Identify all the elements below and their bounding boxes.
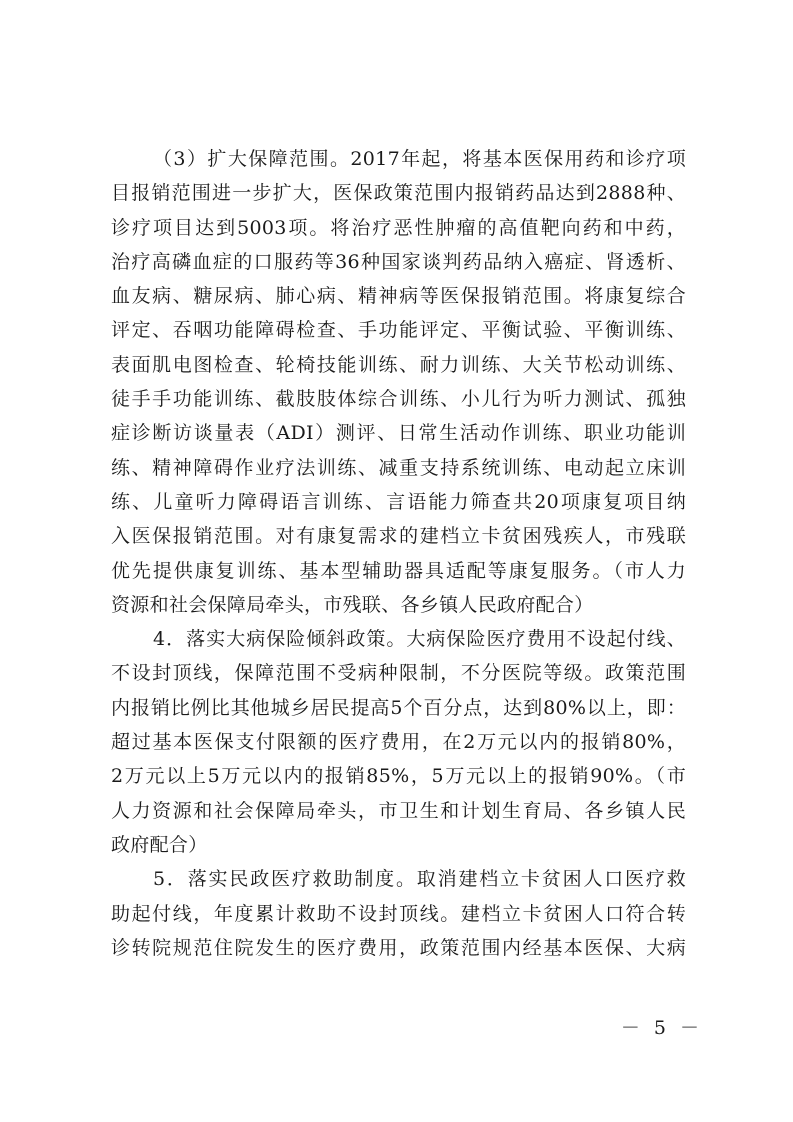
paragraph-3-line: 诊疗项目达到5003项。将治疗恶性肿瘤的高值靶向药和中药， (111, 216, 686, 239)
paragraph-4-line: 政府配合） (111, 833, 208, 856)
paragraph-4-line: 不设封顶线，保障范围不受病种限制，不分医院等级。政策范围 (111, 662, 686, 685)
paragraph-5-line: 5．落实民政医疗救助制度。取消建档立卡贫困人口医疗救 (153, 868, 686, 891)
paragraph-3-line: 治疗高磷血症的口服药等36种国家谈判药品纳入癌症、肾透析、 (111, 250, 686, 273)
paragraph-4-line: 2万元以上5万元以内的报销85%，5万元以上的报销90%。（市 (111, 765, 686, 788)
paragraph-4-line: 内报销比例比其他城乡居民提高5个百分点，达到80%以上，即： (111, 696, 686, 719)
document-body (111, 142, 686, 965)
paragraph-3-line: 练、精神障碍作业疗法训练、减重支持系统训练、电动起立床训 (111, 456, 686, 479)
paragraph-3-line: 血友病、糖尿病、肺心病、精神病等医保报销范围。将康复综合 (111, 285, 686, 308)
paragraph-4-line: 超过基本医保支付限额的医疗费用，在2万元以内的报销80%， (111, 731, 686, 754)
paragraph-3-line: 资源和社会保障局牵头，市残联、各乡镇人民政府配合） (111, 593, 594, 616)
paragraph-3-line: 入医保报销范围。对有康复需求的建档立卡贫困残疾人，市残联 (111, 525, 686, 548)
paragraph-3-line: 徒手手功能训练、截肢肢体综合训练、小儿行为听力测试、孤独 (111, 388, 686, 411)
paragraph-3-line: 症诊断访谈量表（ADI）测评、日常生活动作训练、职业功能训 (111, 422, 686, 445)
paragraph-3-line: （3）扩大保障范围。2017年起，将基本医保用药和诊疗项 (153, 148, 686, 170)
page-number: － 5 － (620, 1017, 703, 1039)
paragraph-3-line: 表面肌电图检查、轮椅技能训练、耐力训练、大关节松动训练、 (111, 353, 686, 376)
paragraph-3-line: 优先提供康复训练、基本型辅助器具适配等康复服务。（市人力 (111, 559, 686, 582)
paragraph-5-line: 助起付线，年度累计救助不设封顶线。建档立卡贫困人口符合转 (111, 902, 686, 925)
paragraph-3-line: 评定、吞咽功能障碍检查、手功能评定、平衡试验、平衡训练、 (111, 319, 686, 342)
paragraph-3-line: 练、儿童听力障碍语言训练、言语能力筛查共20项康复项目纳 (111, 490, 686, 513)
paragraph-5-line: 诊转院规范住院发生的医疗费用，政策范围内经基本医保、大病 (111, 936, 686, 959)
paragraph-3-line: 目报销范围进一步扩大，医保政策范围内报销药品达到2888种、 (111, 182, 686, 205)
paragraph-4-line: 人力资源和社会保障局牵头，市卫生和计划生育局、各乡镇人民 (111, 799, 686, 822)
paragraph-4-line: 4．落实大病保险倾斜政策。大病保险医疗费用不设起付线、 (153, 628, 686, 651)
